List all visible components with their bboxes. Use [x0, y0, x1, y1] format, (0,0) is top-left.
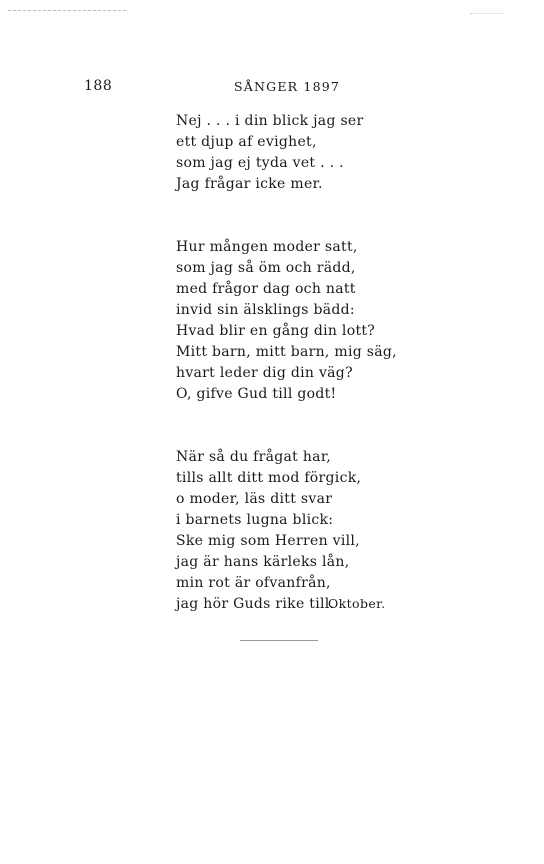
- end-rule: [240, 640, 318, 641]
- poem-line: ett djup af evighet,: [176, 134, 317, 150]
- poem-line: Hvad blir en gång din lott?: [176, 323, 376, 339]
- poem-line: Jag frågar icke mer.: [176, 176, 323, 192]
- poem-line: Ske mig som Herren vill,: [176, 533, 360, 549]
- poem-line: min rot är ofvanfrån,: [176, 575, 331, 591]
- poem-line: Mitt barn, mitt barn, mig säg,: [176, 344, 397, 360]
- poem-line: Hur mången moder satt,: [176, 239, 358, 255]
- poem-line: jag hör Guds rike till.: [176, 596, 335, 612]
- poem-line: i barnets lugna blick:: [176, 512, 334, 528]
- poem-line: jag är hans kärleks lån,: [176, 554, 350, 570]
- poem-line: hvart leder dig din väg?: [176, 365, 353, 381]
- poem-line: Nej . . . i din blick jag ser: [176, 113, 364, 129]
- running-title: SÅNGER 1897: [234, 79, 341, 94]
- poem-line: tills allt ditt mod förgick,: [176, 470, 362, 486]
- poem-line: o moder, läs ditt svar: [176, 491, 333, 507]
- poem-line: O, gifve Gud till godt!: [176, 386, 337, 402]
- poem-signature: Oktober.: [328, 596, 386, 611]
- page-number: 188: [84, 78, 113, 94]
- poem: [176, 111, 397, 615]
- poem-line: som jag ej tyda vet . . .: [176, 155, 344, 171]
- scan-artifact-top-left: [8, 10, 126, 11]
- poem-line: med frågor dag och natt: [176, 281, 356, 297]
- stanza-3: [176, 447, 397, 615]
- poem-line: som jag så öm och rädd,: [176, 260, 356, 276]
- poem-line: invid sin älsklings bädd:: [176, 302, 355, 318]
- poem-line: När så du frågat har,: [176, 449, 332, 465]
- stanza-2: [176, 237, 397, 405]
- stanza-1: [176, 111, 397, 195]
- scan-artifact-top-right: [470, 13, 504, 14]
